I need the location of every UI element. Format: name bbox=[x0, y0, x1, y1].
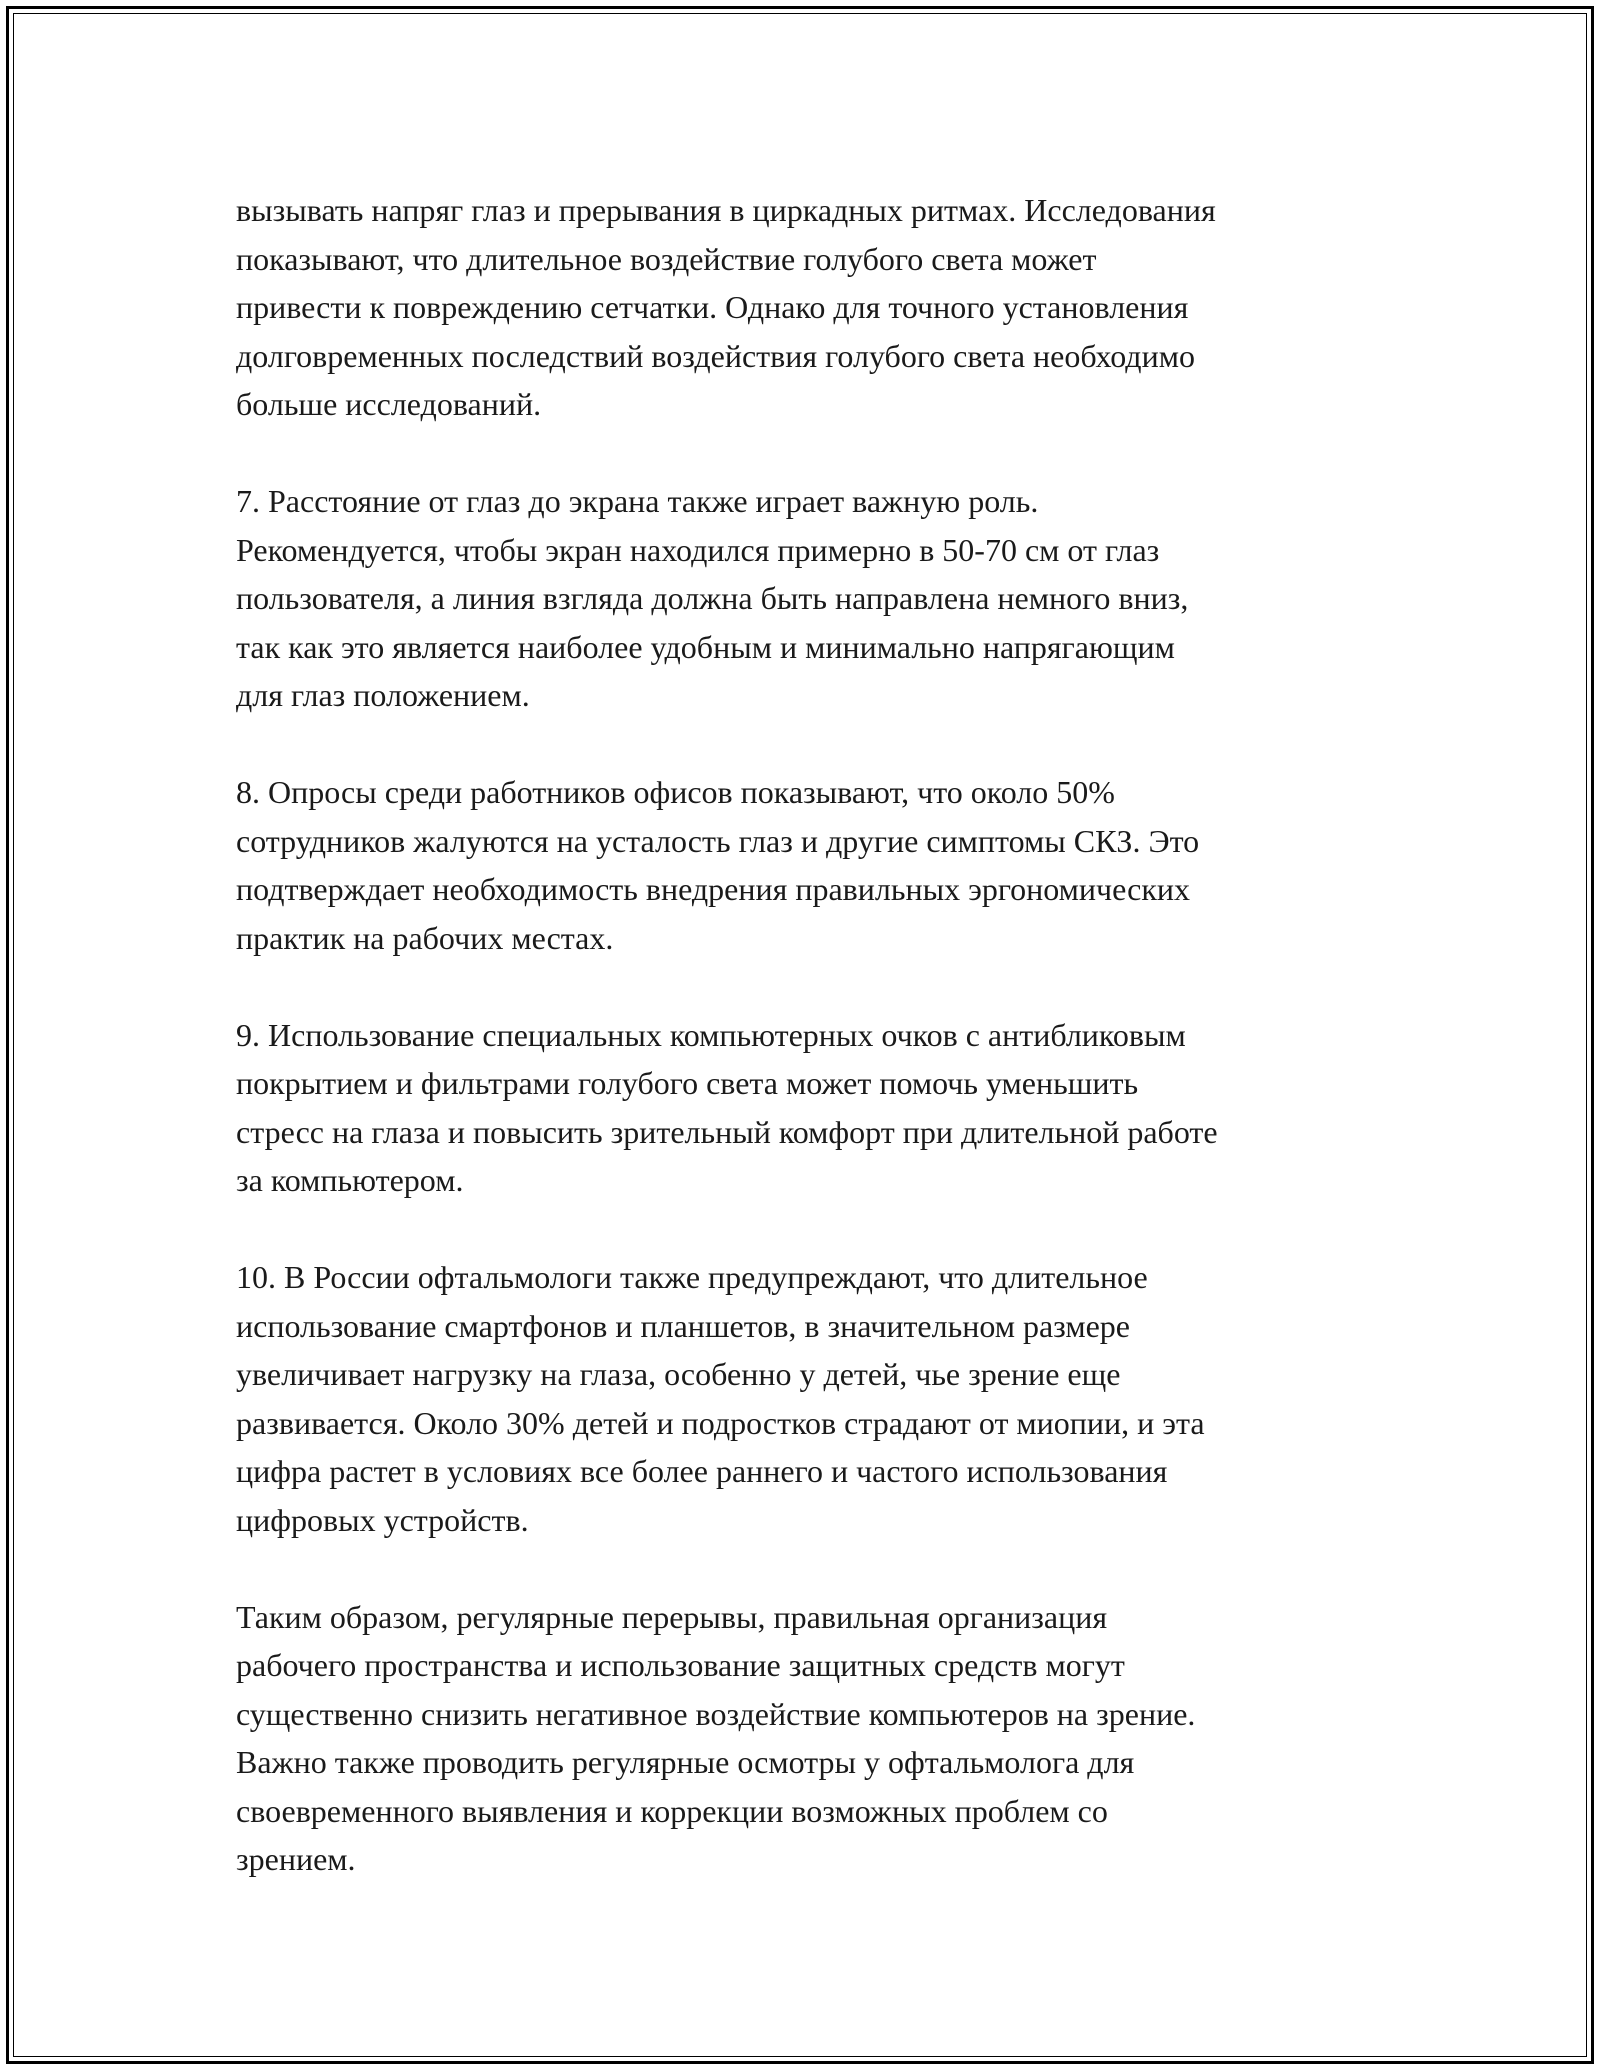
text-line: зрением. bbox=[236, 1841, 356, 1877]
text-line: так как это является наиболее удобным и минимально напрягающим bbox=[236, 628, 1175, 665]
paragraph-item-7 bbox=[236, 477, 1386, 720]
text-line: 8. Опросы среди работников офисов показывают, что около 50% bbox=[236, 774, 1115, 810]
text-line: за компьютером. bbox=[236, 1162, 464, 1198]
text-line: практик на рабочих местах. bbox=[236, 919, 614, 956]
text-line: рабочего пространства и использование защитных средств могут bbox=[236, 1647, 1125, 1683]
text-line: своевременного выявления и коррекции возможных проблем со bbox=[236, 1792, 1108, 1829]
text-line: стресс на глаза и повысить зрительный комфорт при длительной работе bbox=[236, 1113, 1218, 1150]
text-line: использование смартфонов и планшетов, в значительном размере bbox=[236, 1307, 1130, 1344]
text-line: долговременных последствий воздействия голубого света необходимо bbox=[236, 337, 1195, 374]
text-line: пользователя, а линия взгляда должна быть направлена немного вниз, bbox=[236, 580, 1189, 616]
text-line: 10. В России офтальмологи также предупреждают, что длительное bbox=[236, 1259, 1148, 1295]
paragraph-item-8 bbox=[236, 768, 1386, 962]
text-line: привести к повреждению сетчатки. Однако для точного установления bbox=[236, 289, 1189, 325]
text-line: Рекомендуется, чтобы экран находился примерно в 50-70 см от глаз bbox=[236, 531, 1160, 568]
paragraph-item-9 bbox=[236, 1011, 1386, 1205]
text-line: 7. Расстояние от глаз до экрана также играет важную роль. bbox=[236, 483, 1039, 519]
text-line: существенно снизить негативное воздействие компьютеров на зрение. bbox=[236, 1695, 1196, 1732]
text-line: для глаз положением. bbox=[236, 677, 530, 713]
paragraph-blue-light bbox=[236, 186, 1386, 429]
text-line: покрытием и фильтрами голубого света может помочь уменьшить bbox=[236, 1065, 1139, 1101]
text-line: увеличивает нагрузку на глаза, особенно у детей, чье зрение еще bbox=[236, 1356, 1121, 1392]
paragraph-item-10 bbox=[236, 1253, 1386, 1544]
paragraph-conclusion bbox=[236, 1593, 1386, 1884]
text-line: цифровых устройств. bbox=[236, 1501, 529, 1538]
text-line: Важно также проводить регулярные осмотры у офтальмолога для bbox=[236, 1744, 1135, 1780]
text-line: Таким образом, регулярные перерывы, правильная организация bbox=[236, 1598, 1108, 1635]
text-line: больше исследований. bbox=[236, 386, 542, 422]
text-line: показывают, что длительное воздействие голубого света может bbox=[236, 240, 1097, 277]
text-line: 9. Использование специальных компьютерных очков с антибликовым bbox=[236, 1016, 1186, 1053]
document-body bbox=[236, 186, 1386, 1932]
text-line: развивается. Около 30% детей и подростков страдают от миопии, и эта bbox=[236, 1404, 1205, 1441]
text-line: вызывать напряг глаз и прерывания в циркадных ритмах. Исследования bbox=[236, 192, 1216, 228]
text-line: цифра растет в условиях все более раннего и частого использования bbox=[236, 1453, 1168, 1489]
text-line: подтверждает необходимость внедрения правильных эргономических bbox=[236, 871, 1190, 907]
text-line: сотрудников жалуются на усталость глаз и другие симптомы СКЗ. Это bbox=[236, 822, 1200, 859]
